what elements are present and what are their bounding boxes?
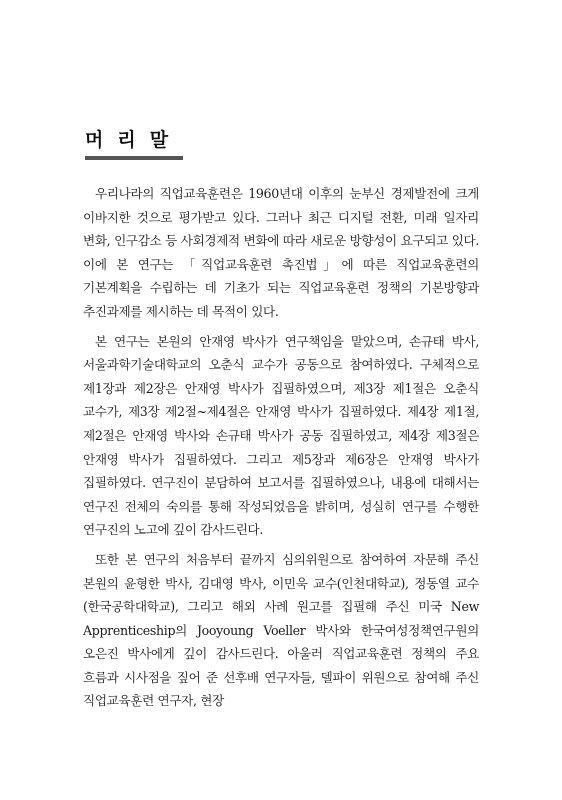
preface-heading: 머리말 <box>85 129 183 151</box>
preface-body <box>83 182 479 719</box>
paragraph-3: 또한 본 연구의 처음부터 끝까지 심의위원으로 참여하여 자문해 주신 본원의 윤형한 박사, 김대영 박사, 이민욱 교수(인천대학교), 정동열 교수(한국공학대학교), 그리고 해외 사례 원고를 집필해 주신 미국 New Apprenticeship의 Jooyoung Voeller 박사와 한국여성정책연구원의 오은진 박사에게 깊이 감사드린다. 아울러 직업교육훈련 정책의 주요 흐름과 시사점을 짚어 준 선후배 연구자들, 델파이 위원으로 참여해 주신 직업교육훈련 연구자, 현장 <box>83 551 479 709</box>
heading-underline <box>85 156 183 160</box>
preface-heading-block <box>85 128 185 160</box>
paragraph-2: 본 연구는 본원의 안재영 박사가 연구책임을 맡았으며, 손규태 박사, 서울과학기술대학교의 오춘식 교수가 공동으로 참여하였다. 구체적으로 제1장과 제2장은 안재영 박사가 집필하였으며, 제3장 제1절은 오춘식 교수가, 제3장 제2절~제4절은 안재영 박사가 집필하였다. 제4장 제1절, 제2절은 안재영 박사와 손규태 박사가 공동 집필하였고, 제4장 제3절은 안재영 박사가 집필하였다. 그리고 제5장과 제6장은 안재영 박사가 집필하였다. 연구진이 분담하여 보고서를 집필하였으나, 내용에 대해서는 연구진 전체의 숙의를 통해 작성되었음을 밝히며, 성실히 연구를 수행한 연구진의 노고에 깊이 감사드린다. <box>83 333 479 538</box>
paragraph-1: 우리나라의 직업교육훈련은 1960년대 이후의 눈부신 경제발전에 크게 이바지한 것으로 평가받고 있다. 그러나 최근 디지털 전환, 미래 일자리 변화, 인구감소 등 사회경제적 변화에 따라 새로운 방향성이 요구되고 있다. 이에 본 연구는 「직업교육훈련 촉진법」에 따른 직업교육훈련의 기본계획을 수립하는 데 기초가 되는 직업교육훈련 정책의 기본방향과 추진과제를 제시하는 데 목적이 있다. <box>83 186 479 319</box>
